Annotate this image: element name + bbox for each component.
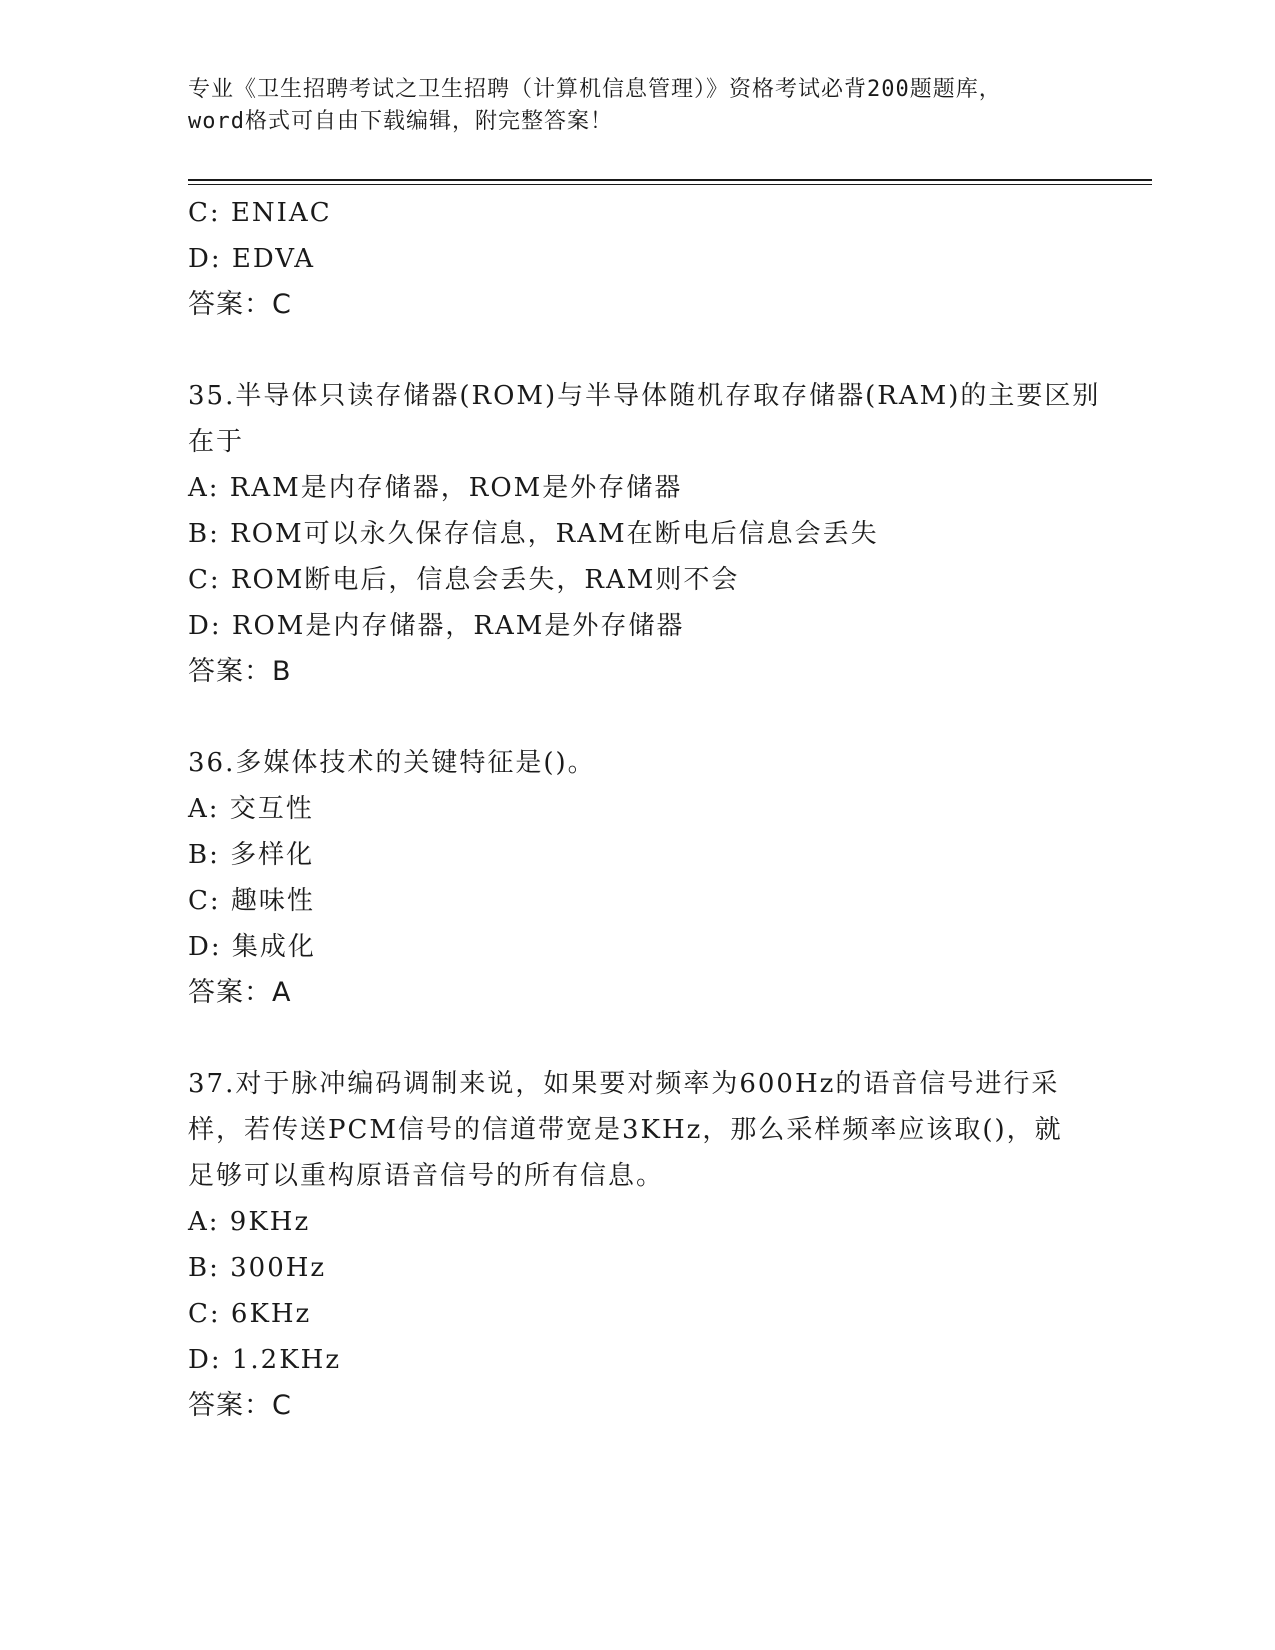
question-35 <box>188 373 1101 695</box>
option-c: C: ENIAC <box>188 198 332 228</box>
option-d: D: 集成化 <box>188 932 316 962</box>
question-37 <box>188 1061 1088 1429</box>
question-stem: 37.对于脉冲编码调制来说，如果要对频率为600Hz的语音信号进行采 <box>188 1069 1060 1099</box>
question-stem: 在于 <box>188 427 245 457</box>
question-list <box>188 190 1101 1429</box>
question-stem: 足够可以重构原语音信号的所有信息。 <box>188 1161 665 1191</box>
header-title-line-1: 专业《卫生招聘考试之卫生招聘（计算机信息管理）》资格考试必背200题题库， <box>188 77 1002 102</box>
spacer <box>188 1016 1088 1061</box>
question-stem: 样，若传送PCM信号的信道带宽是3KHz，那么采样频率应该取()，就 <box>188 1115 1063 1145</box>
option-b: B: 多样化 <box>188 840 315 870</box>
option-c: C: ROM断电后，信息会丢失，RAM则不会 <box>188 565 740 595</box>
header-divider-thin <box>188 184 1152 185</box>
header-divider <box>188 179 1152 181</box>
option-a: A: 交互性 <box>188 794 314 824</box>
option-b: B: 300Hz <box>188 1253 327 1283</box>
question-stem: 36.多媒体技术的关键特征是()。 <box>188 748 596 778</box>
header-title-line-2: word格式可自由下载编辑，附完整答案！ <box>188 109 613 134</box>
option-a: A: RAM是内存储器，ROM是外存储器 <box>188 473 683 503</box>
option-c: C: 6KHz <box>188 1299 312 1329</box>
answer-label: 答案：A <box>188 977 292 1008</box>
answer-label: 答案：C <box>188 289 292 320</box>
option-d: D: ROM是内存储器，RAM是外存储器 <box>188 611 685 641</box>
answer-label: 答案：B <box>188 656 292 687</box>
spacer <box>188 328 1088 373</box>
option-d: D: EDVA <box>188 244 316 274</box>
answer-label: 答案：C <box>188 1390 292 1421</box>
prev-question-tail <box>188 190 1088 328</box>
spacer <box>188 695 1088 740</box>
question-stem: 35.半导体只读存储器(ROM)与半导体随机存取存储器(RAM)的主要区别 <box>188 381 1101 411</box>
option-c: C: 趣味性 <box>188 886 315 916</box>
document-header <box>188 74 1088 138</box>
option-b: B: ROM可以永久保存信息，RAM在断电后信息会丢失 <box>188 519 879 549</box>
option-d: D: 1.2KHz <box>188 1345 342 1375</box>
option-a: A: 9KHz <box>188 1207 311 1237</box>
question-36 <box>188 740 1088 1016</box>
